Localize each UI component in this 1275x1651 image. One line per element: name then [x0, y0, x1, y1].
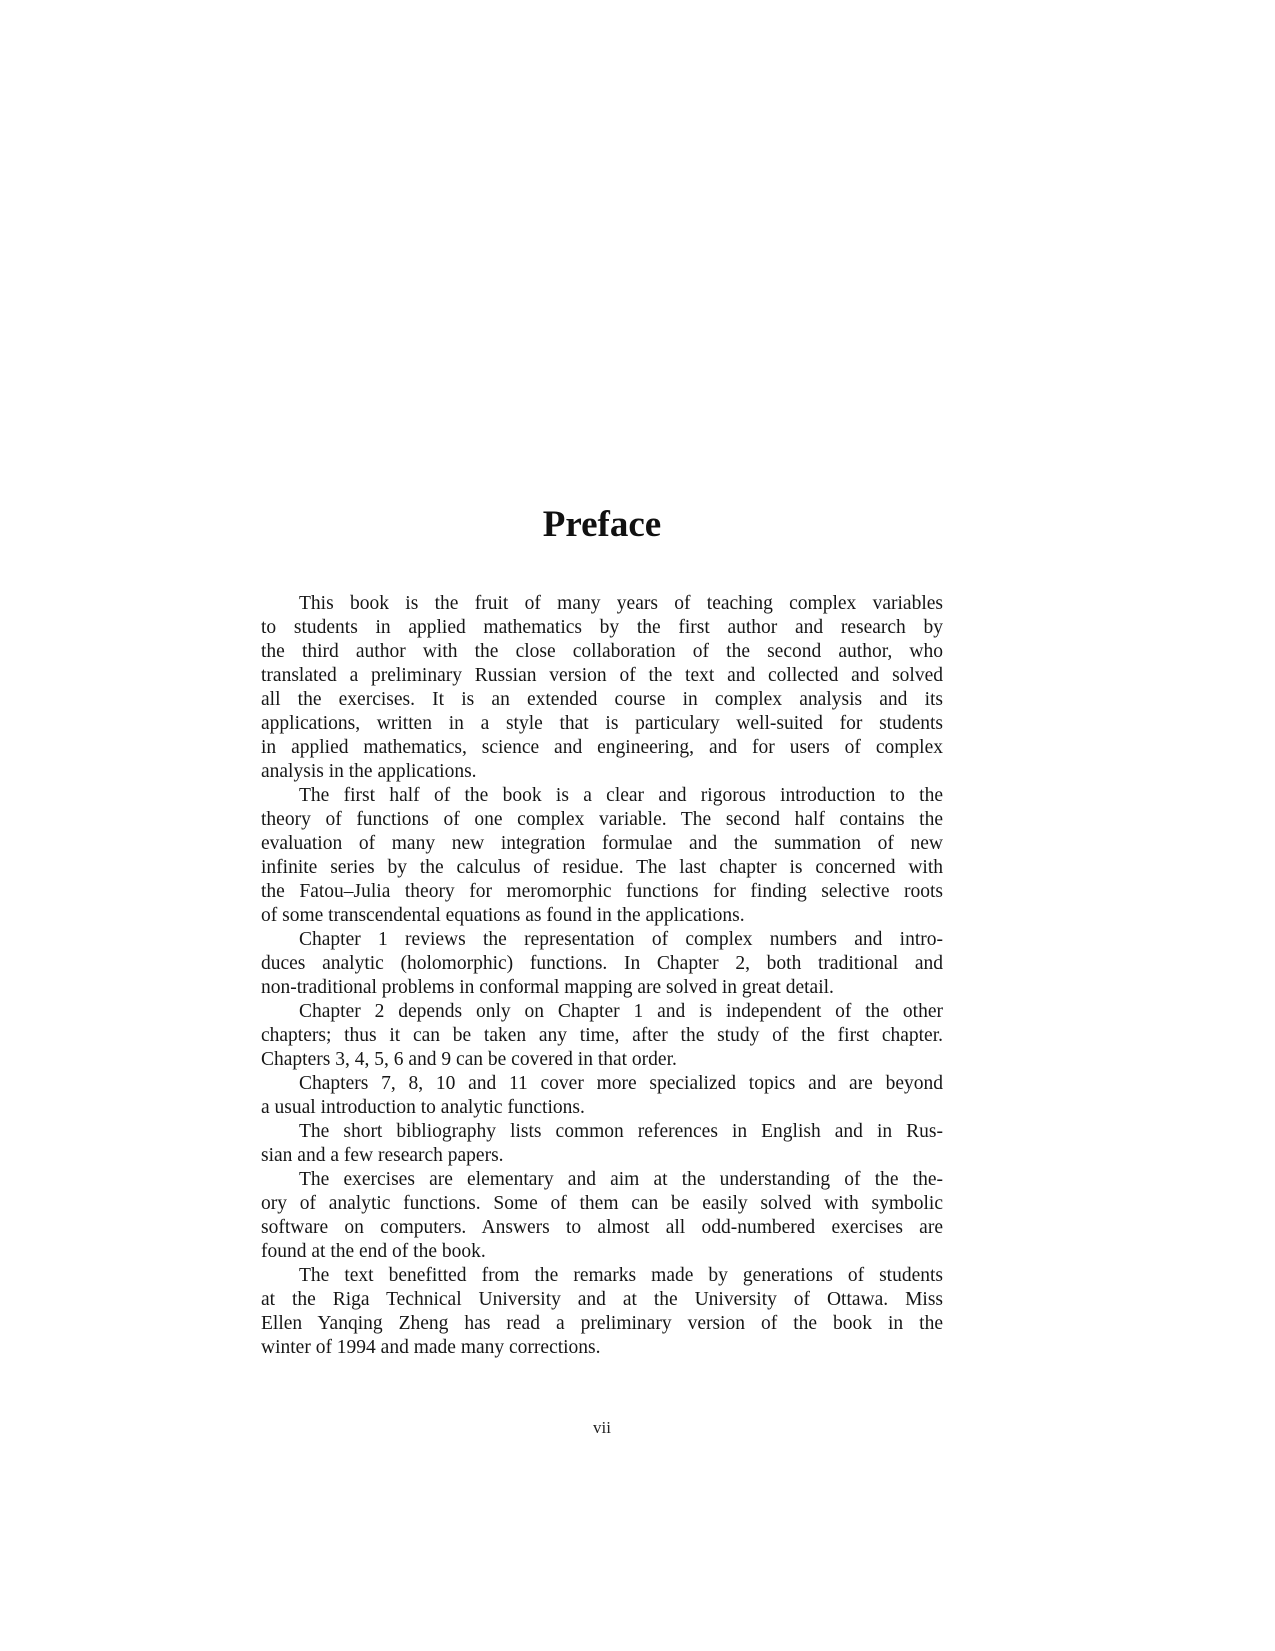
text-line: to students in applied mathematics by the first author and research by — [261, 617, 943, 638]
text-line: duces analytic (holomorphic) functions. In Chapter 2, both traditional and — [261, 953, 943, 974]
text-line: Ellen Yanqing Zheng has read a preliminary version of the book in the — [261, 1313, 943, 1334]
page-title: Preface — [542, 504, 662, 545]
text-line: of some transcendental equations as found in the applications. — [261, 905, 745, 926]
paragraph — [261, 1120, 943, 1168]
text-line: at the Riga Technical University and at the University of Ottawa. Miss — [261, 1289, 943, 1310]
paragraph — [261, 1264, 943, 1360]
text-line: the third author with the close collaboration of the second author, who — [261, 641, 943, 662]
text-line: chapters; thus it can be taken any time, after the study of the first chapter. — [261, 1025, 943, 1046]
paragraph — [261, 784, 943, 928]
text-line: applications, written in a style that is particulary well-suited for students — [261, 713, 943, 734]
text-line: in applied mathematics, science and engineering, and for users of complex — [261, 737, 943, 758]
text-line: Chapters 3, 4, 5, 6 and 9 can be covered in that order. — [261, 1049, 677, 1070]
text-line: This book is the fruit of many years of teaching complex variables — [299, 593, 943, 614]
text-line: analysis in the applications. — [261, 761, 477, 782]
paragraph — [261, 928, 943, 1000]
text-line: software on computers. Answers to almost all odd-numbered exercises are — [261, 1217, 943, 1238]
text-line: infinite series by the calculus of residue. The last chapter is concerned with — [261, 857, 943, 878]
text-line: ory of analytic functions. Some of them can be easily solved with symbolic — [261, 1193, 943, 1214]
text-line: Chapter 2 depends only on Chapter 1 and is independent of the other — [299, 1001, 943, 1022]
paragraph — [261, 1072, 943, 1120]
text-line: winter of 1994 and made many corrections. — [261, 1337, 601, 1358]
text-line: sian and a few research papers. — [261, 1145, 504, 1166]
text-line: evaluation of many new integration formulae and the summation of new — [261, 833, 943, 854]
text-line: theory of functions of one complex variable. The second half contains the — [261, 809, 943, 830]
paragraph — [261, 1000, 943, 1072]
paragraph — [261, 1168, 943, 1264]
text-line: Chapters 7, 8, 10 and 11 cover more specialized topics and are beyond — [299, 1073, 943, 1094]
text-line: the Fatou–Julia theory for meromorphic functions for finding selective roots — [261, 881, 943, 902]
text-line: The first half of the book is a clear and rigorous introduction to the — [299, 785, 943, 806]
text-column — [261, 504, 943, 1360]
text-line: non-traditional problems in conformal mapping are solved in great detail. — [261, 977, 834, 998]
text-line: The exercises are elementary and aim at the understanding of the the- — [299, 1169, 943, 1190]
page-number: vii — [593, 1418, 611, 1437]
paragraph — [261, 592, 943, 784]
text-line: The short bibliography lists common references in English and in Rus- — [299, 1121, 943, 1142]
text-line: translated a preliminary Russian version of the text and collected and solved — [261, 665, 943, 686]
text-line: found at the end of the book. — [261, 1241, 486, 1262]
text-line: a usual introduction to analytic functions. — [261, 1097, 585, 1118]
text-line: all the exercises. It is an extended course in complex analysis and its — [261, 689, 943, 710]
text-line: The text benefitted from the remarks made by generations of students — [299, 1265, 943, 1286]
text-line: Chapter 1 reviews the representation of complex numbers and intro- — [299, 929, 943, 950]
